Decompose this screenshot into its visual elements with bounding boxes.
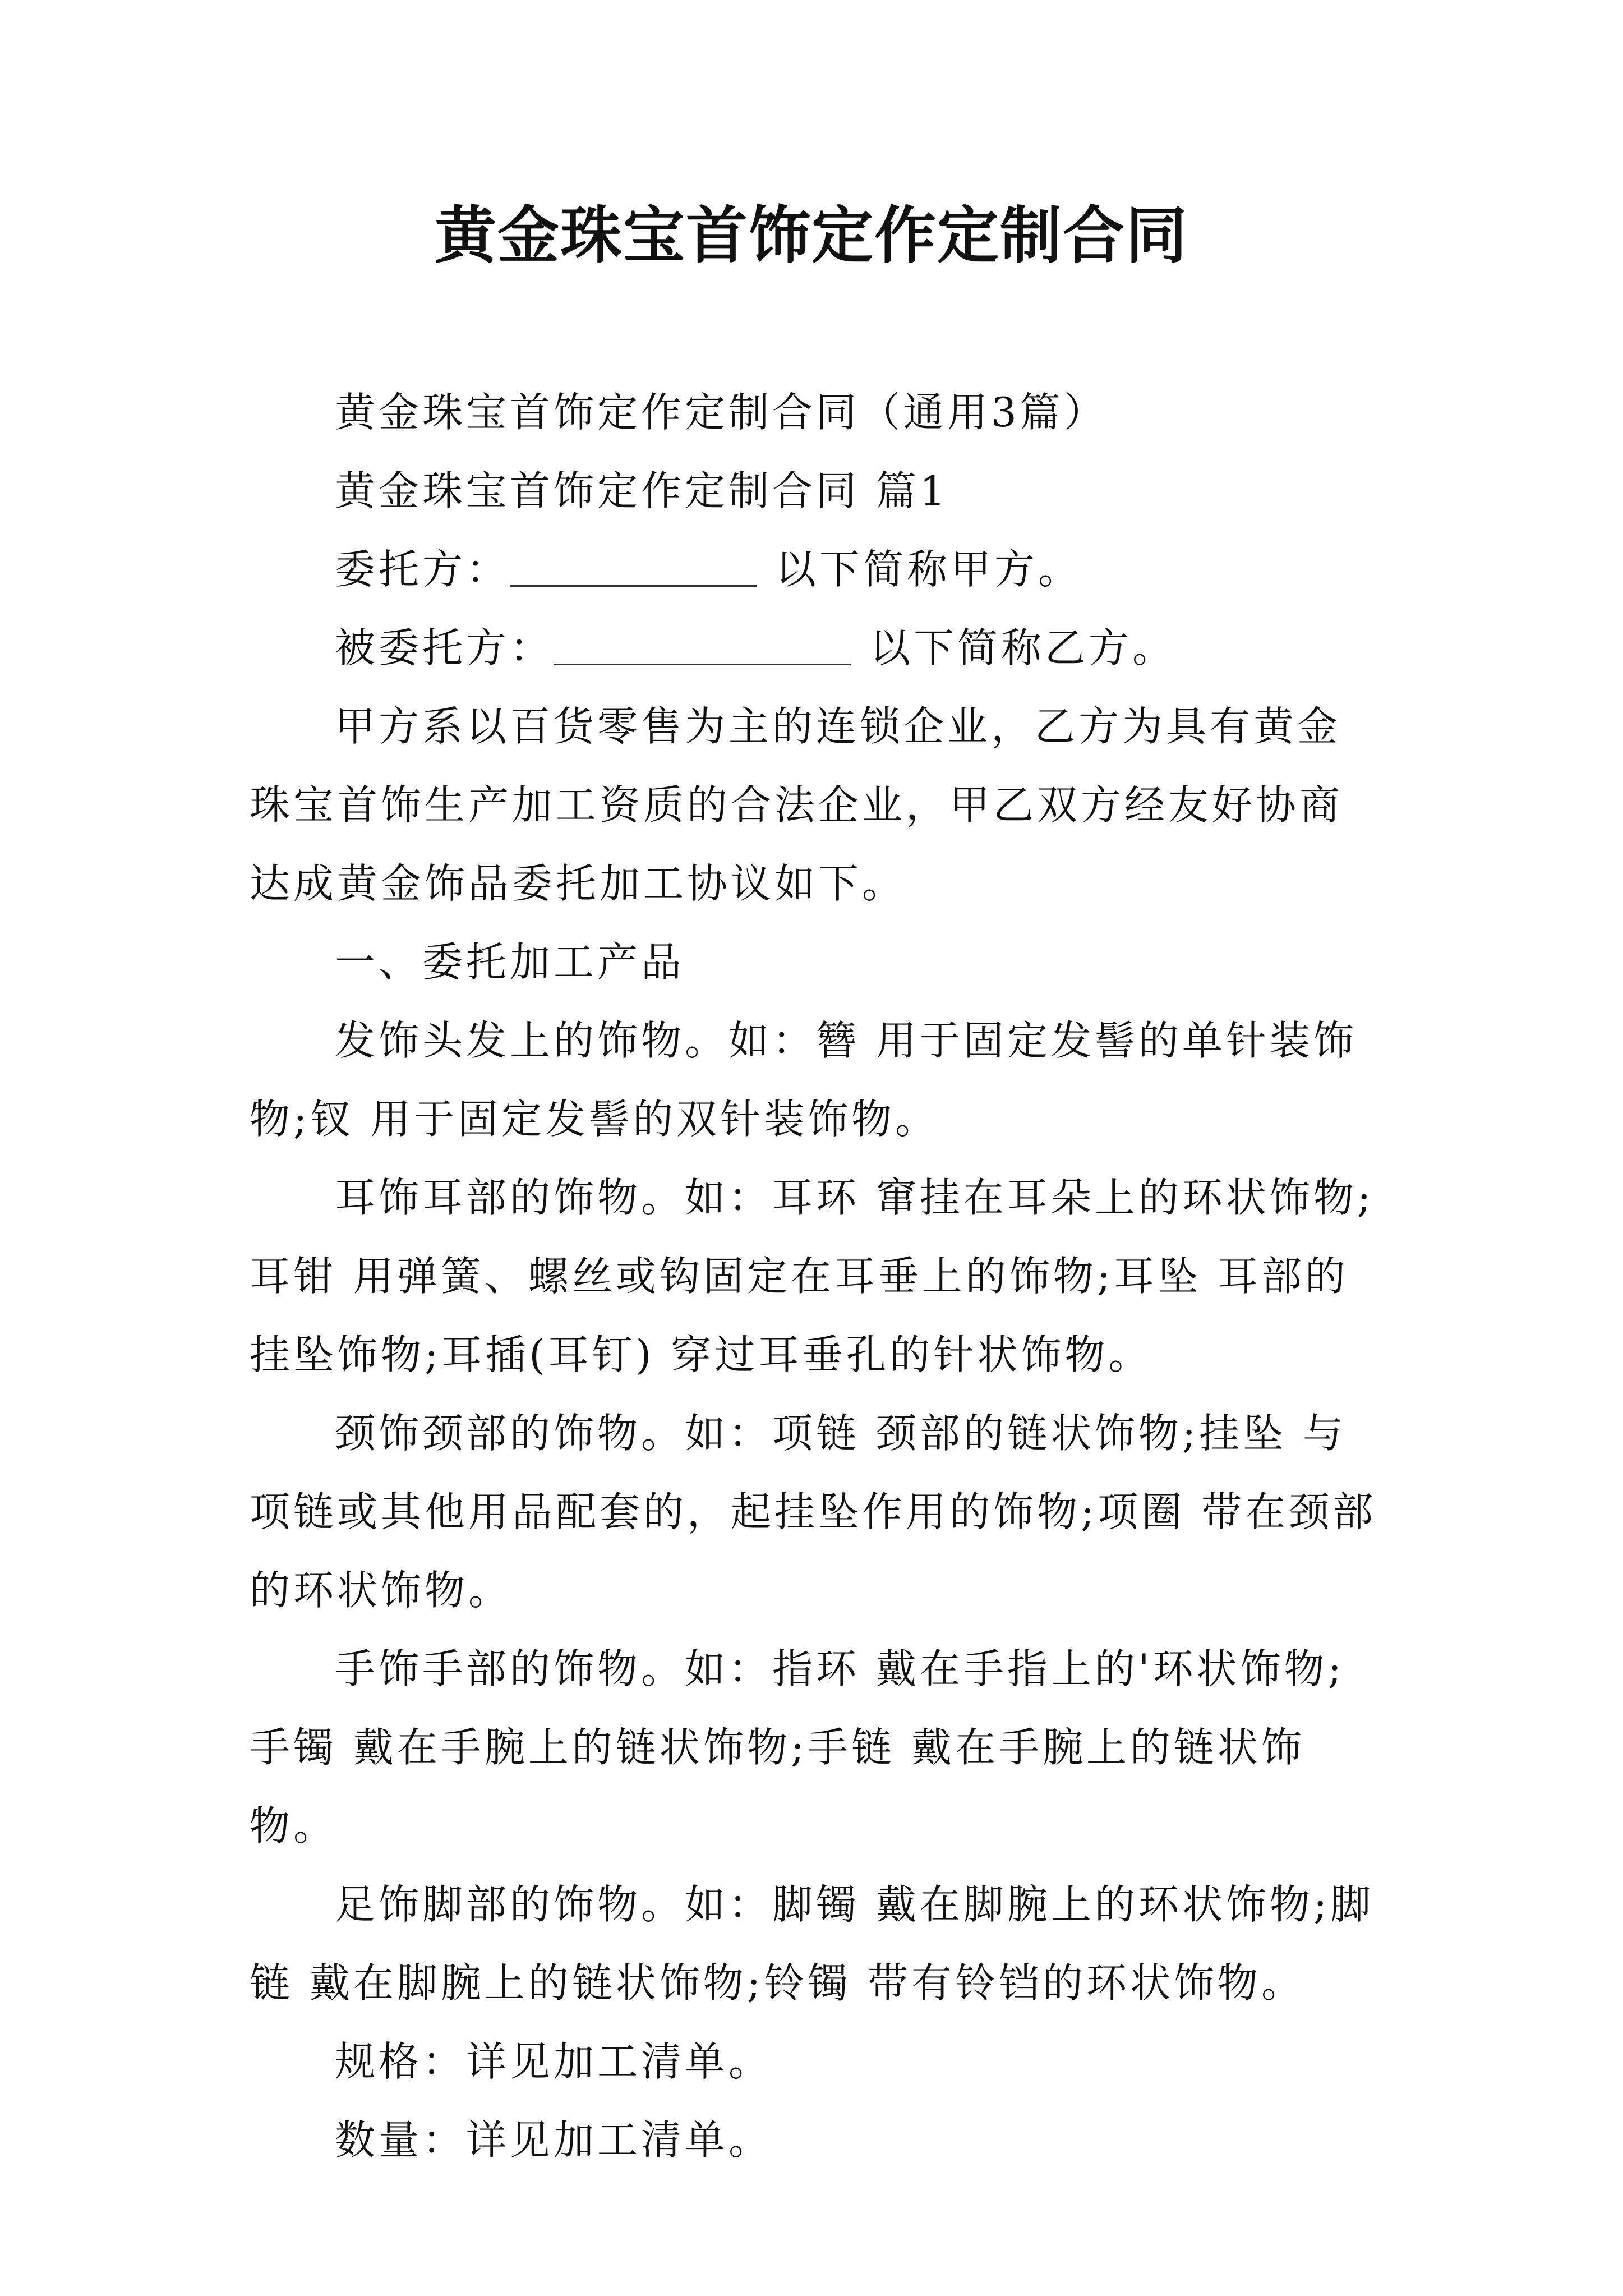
foot-ornaments-paragraph: 足饰脚部的饰物。如：脚镯 戴在脚腕上的环状饰物;脚链 戴在脚腕上的链状饰物;铃镯 带有铃铛的环状饰物。 bbox=[250, 1881, 1375, 2007]
intro-paragraph: 甲方系以百货零售为主的连锁企业，乙方为具有黄金珠宝首饰生产加工资质的合法企业，甲乙双方经友好协商达成黄金饰品委托加工协议如下。 bbox=[250, 703, 1344, 907]
quantity-line: 数量：详见加工清单。 bbox=[335, 2116, 773, 2164]
subtitle-line: 黄金珠宝首饰定作定制合同（通用3篇） bbox=[335, 389, 1108, 436]
document-title: 黄金珠宝首饰定作定制合同 bbox=[435, 200, 1188, 272]
document-body bbox=[250, 373, 1382, 2179]
contractor-suffix: 以下简称乙方。 bbox=[870, 624, 1177, 671]
ear-ornaments-paragraph: 耳饰耳部的饰物。如：耳环 窜挂在耳朵上的环状饰物;耳钳 用弹簧、螺丝或钩固定在耳垂上的饰物;耳坠 耳部的挂坠饰物;耳插(耳钉) 穿过耳垂孔的针状饰物。 bbox=[250, 1174, 1375, 1378]
neck-ornaments-paragraph: 颈饰颈部的饰物。如：项链 颈部的链状饰物;挂坠 与项链或其他用品配套的，起挂坠作用的饰物;项圈 带在颈部的环状饰物。 bbox=[250, 1410, 1377, 1614]
clause-heading-1: 一、委托加工产品 bbox=[335, 938, 685, 986]
client-label: 委托方： bbox=[335, 546, 510, 593]
client-line bbox=[250, 530, 1382, 609]
client-suffix: 以下简称甲方。 bbox=[776, 546, 1082, 593]
contractor-label: 被委托方： bbox=[335, 624, 554, 671]
hair-ornaments-paragraph: 发饰头发上的饰物。如：簪 用于固定发髻的单针装饰物;钗 用于固定发髻的双针装饰物。 bbox=[250, 1017, 1357, 1143]
contractor-blank-field bbox=[554, 624, 851, 665]
section-heading: 黄金珠宝首饰定作定制合同 篇1 bbox=[335, 467, 949, 514]
hand-ornaments-paragraph: 手饰手部的饰物。如：指环 戴在手指上的'环状饰物;手镯 戴在手腕上的链状饰物;手链 戴在手腕上的链状饰物。 bbox=[250, 1645, 1345, 1849]
contractor-line bbox=[250, 609, 1382, 687]
client-blank-field bbox=[510, 546, 757, 587]
spec-line: 规格：详见加工清单。 bbox=[335, 2038, 773, 2085]
